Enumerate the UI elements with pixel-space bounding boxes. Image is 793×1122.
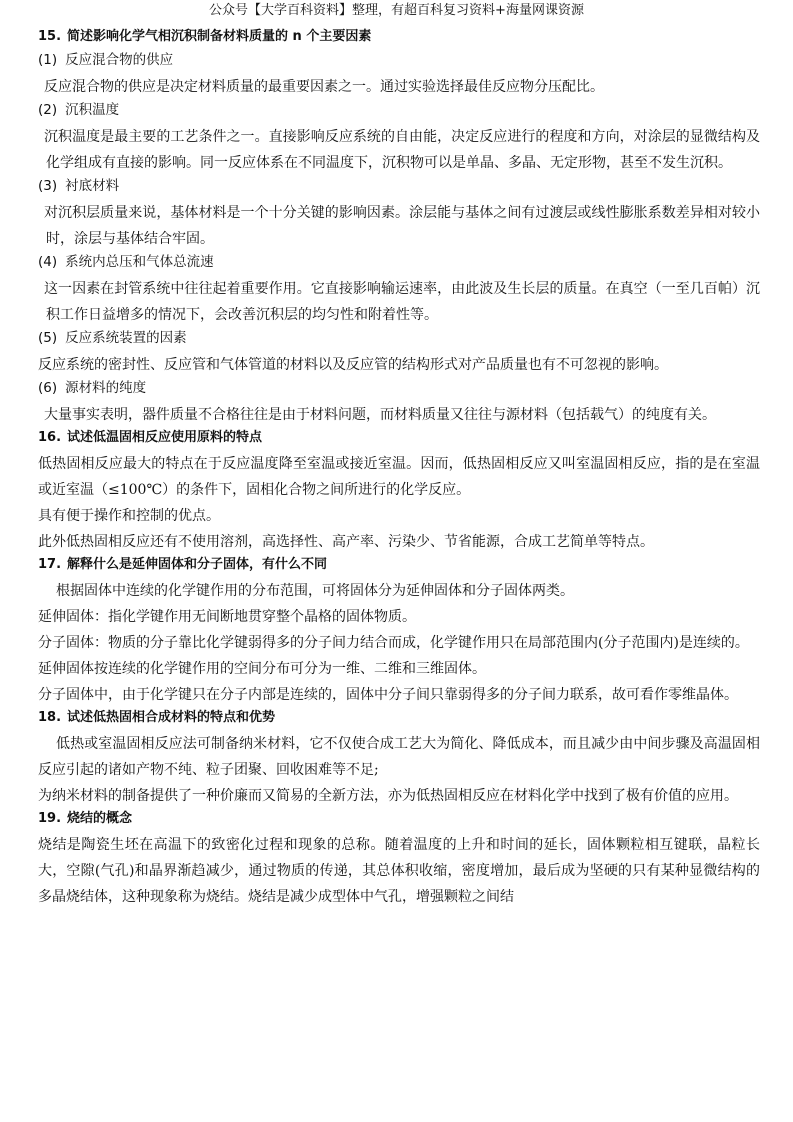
question-16-title	[38, 428, 760, 451]
question-17-title	[38, 555, 760, 578]
question-number: 17.	[38, 557, 62, 572]
q19-paragraph: 烧结是陶瓷生坯在高温下的致密化过程和现象的总称。随着温度的上升和时间的延长，固体颗粒相互键联，晶粒长大，空隙(气孔)和晶界渐趋减少，通过物质的传递，其总体积收缩，密度增加，最后成为坚硬的只有某种显微结构的多晶烧结体，这种现象称为烧结。烧结是减少成型体中气孔，增强颗粒之间结	[38, 837, 760, 905]
question-15-title	[38, 27, 760, 50]
q15-item-5-text: 反应系统的密封性、反应管和气体管道的材料以及反应管的结构形式对产品质量也有不可忽视的影响。	[38, 357, 668, 373]
q16-paragraph: 此外低热固相反应还有不使用溶剂，高选择性、高产率、污染少、节省能源，合成工艺简单等特点。	[38, 534, 654, 550]
question-number: 19.	[38, 811, 62, 826]
item-number: (6)	[38, 380, 58, 396]
question-title-text: 试述低热固相合成材料的特点和优势	[67, 710, 276, 725]
q15-item-6-text: 大量事实表明，器件质量不合格往往是由于材料问题，而材料质量又往往与源材料（包括载气）的纯度有关。	[44, 407, 716, 423]
q17-paragraph: 根据固体中连续的化学键作用的分布范围，可将固体分为延伸固体和分子固体两类。	[56, 583, 574, 599]
document-body	[38, 27, 760, 910]
q17-paragraph: 分子固体：物质的分子靠比化学键弱得多的分子间力结合而成，化学键作用只在局部范围内(分子范围内)是连续的。	[38, 635, 749, 651]
q15-item-3-text: 对沉积层质量来说，基体材料是一个十分关键的影响因素。涂层能与基体之间有过渡层或线性膨胀系数差异相对较小时，涂层与基体结合牢固。	[44, 205, 760, 247]
page-header: 公众号【大学百科资料】整理，有超百科复习资料+海量网课资源	[209, 3, 584, 18]
item-number: (2)	[38, 102, 58, 118]
q15-item-2-text: 沉积温度是最主要的工艺条件之一。直接影响反应系统的自由能，决定反应进行的程度和方向，对涂层的显微结构及化学组成有直接的影响。同一反应体系在不同温度下，沉积物可以是单晶、多晶、无定形物，甚至不发生沉积。	[44, 129, 760, 171]
item-label: 源材料的纯度	[65, 380, 147, 396]
question-19-title	[38, 809, 760, 832]
question-title-text: 简述影响化学气相沉积制备材料质量的 n 个主要因素	[67, 29, 372, 44]
question-title-text: 解释什么是延伸固体和分子固体，有什么不同	[67, 557, 328, 572]
q15-item-4-text: 这一因素在封管系统中往往起着重要作用。它直接影响输运速率，由此波及生长层的质量。在真空（一至几百帕）沉积工作日益增多的情况下，会改善沉积层的均匀性和附着性等。	[44, 281, 760, 323]
q15-item-1-heading	[38, 50, 760, 74]
item-label: 反应混合物的供应	[65, 52, 174, 68]
question-18-title	[38, 708, 760, 731]
question-number: 18.	[38, 710, 62, 725]
q15-item-4-heading	[38, 252, 760, 276]
question-number: 15.	[38, 29, 62, 44]
item-number: (5)	[38, 330, 58, 346]
q18-paragraph: 为纳米材料的制备提供了一种价廉而又简易的全新方法，亦为低热固相反应在材料化学中找到了极有价值的应用。	[38, 788, 738, 804]
item-label: 系统内总压和气体总流速	[65, 254, 214, 270]
q17-paragraph: 延伸固体按连续的化学键作用的空间分布可分为一维、二维和三维固体。	[38, 661, 486, 677]
q17-paragraph: 分子固体中，由于化学键只在分子内部是连续的，固体中分子间只靠弱得多的分子间力联系，故可看作零维晶体。	[38, 687, 738, 703]
question-title-text: 烧结的概念	[67, 811, 133, 826]
q15-item-6-heading	[38, 378, 760, 402]
q18-paragraph: 低热或室温固相反应法可制备纳米材料，它不仅使合成工艺大为简化、降低成本，而且减少由中间步骤及高温固相反应引起的诸如产物不纯、粒子团聚、回收困难等不足;	[38, 736, 760, 778]
q17-paragraph: 延伸固体：指化学键作用无间断地贯穿整个晶格的固体物质。	[38, 609, 416, 625]
item-label: 衬底材料	[65, 178, 120, 194]
question-number: 16.	[38, 430, 62, 445]
item-number: (3)	[38, 178, 58, 194]
question-title-text: 试述低温固相反应使用原料的特点	[67, 430, 263, 445]
q16-paragraph: 低热固相反应最大的特点在于反应温度降至室温或接近室温。因而，低热固相反应又叫室温固相反应，指的是在室温或近室温（≤100℃）的条件下，固相化合物之间所进行的化学反应。	[38, 456, 760, 498]
q15-item-2-heading	[38, 100, 760, 124]
item-label: 反应系统装置的因素	[65, 330, 187, 346]
q16-paragraph: 具有便于操作和控制的优点。	[38, 508, 220, 524]
q15-item-5-heading	[38, 328, 760, 352]
q15-item-1-text: 反应混合物的供应是决定材料质量的最重要因素之一。通过实验选择最佳反应物分压配比。	[44, 79, 604, 95]
item-number: (4)	[38, 254, 58, 270]
item-number: (1)	[38, 52, 58, 68]
item-label: 沉积温度	[65, 102, 120, 118]
q15-item-3-heading	[38, 176, 760, 200]
